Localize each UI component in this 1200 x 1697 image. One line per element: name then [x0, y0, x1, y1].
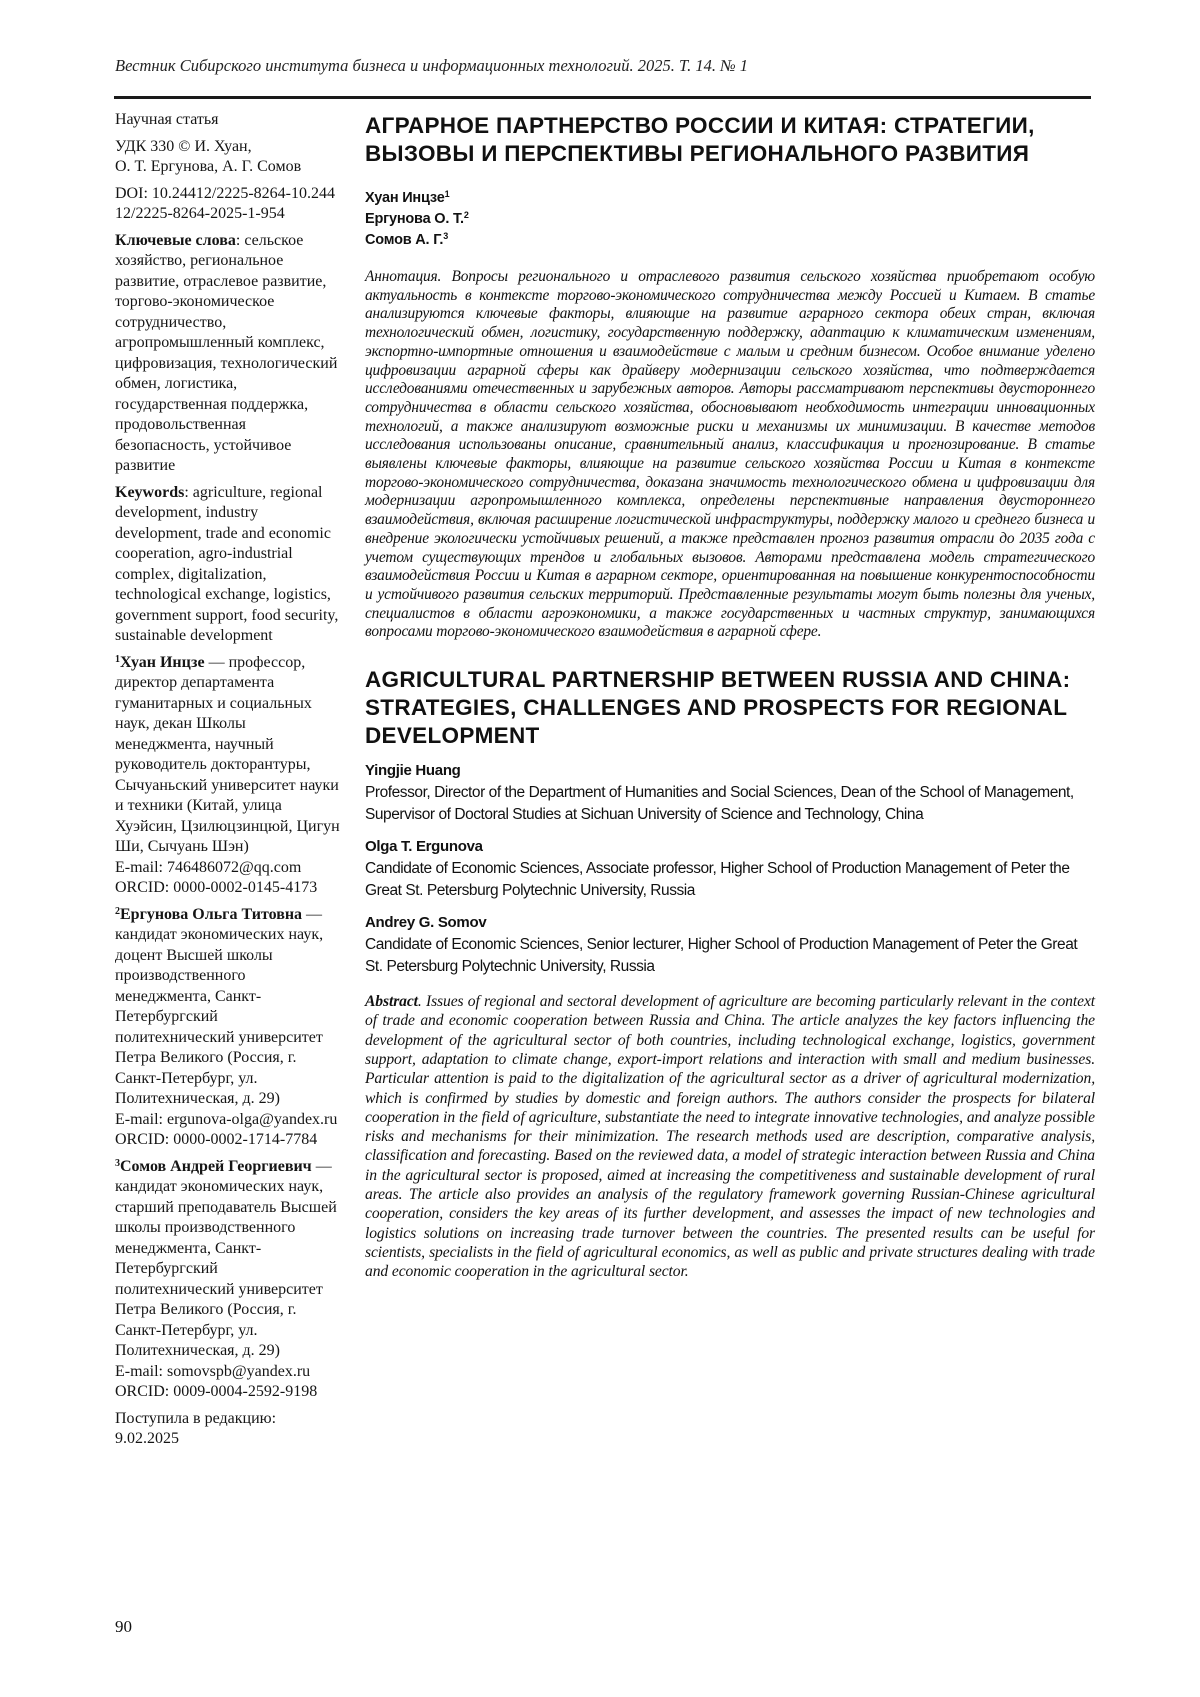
author-note-desc: — кандидат экономических наук, старший преподаватель Высшей школы производственного менеджмента, Санкт-Петербургский политехнический университет Петра Великого (Россия, г. Санкт-Петербург, ул. Политехническая, д. 29): [115, 1157, 337, 1359]
keywords-ru-label: Ключевые слова: [115, 231, 236, 249]
article-type: Научная статья: [115, 111, 219, 128]
author-en-affiliation: Candidate of Economic Sciences, Associate professor, Higher School of Production Management of Peter the Great St. Petersburg Polytechnic University, Russia: [365, 860, 1070, 900]
authors-en: [365, 760, 1095, 978]
author-note-num: 1: [115, 653, 120, 665]
keywords-en-label: Keywords: [115, 483, 185, 501]
author-ru: [365, 209, 1095, 230]
abstract-en-text: . Issues of regional and sectoral development of agriculture are becoming particularly relevant in the context of trade and economic cooperation between Russia and China. The article analyzes the key factors influencing the development of the agricultural sector of both countries, including technological exchange, logistics, government support, adaptation to climate change, export-import relations and interaction with small and medium businesses. Particular attention is paid to the digitalization of the agricultural sector as a driver of agricultural modernization, which is confirmed by studies by domestic and foreign authors. The authors consider the prospects for bilateral cooperation in the field of agriculture, substantiate the need to integrate innovative technologies, and analyze possible risks and mechanisms for their minimization. The research methods used are description, comparative analysis, classification and forecasting. Based on the reviewed data, a model of strategic interaction between Russia and China in the agricultural sector is proposed, aimed at increasing the competitiveness and sustainable development of rural areas. The article also provides an analysis of the regulatory framework governing Russian-Chinese agricultural cooperation, considers the key areas of its further development, and assesses the impact of new technologies and logistics solutions on increasing trade turnover between the countries. The presented results can be useful for scientists, specialists in the field of agricultural economics, as well as public and private structures dealing with trade and economic cooperation in the agricultural sector.: [365, 993, 1095, 1281]
author-note-desc: — профессор, директор департамента гуманитарных и социальных наук, декан Школы менеджмента, научный руководитель докторантуры, Сычуаньский университет науки и техники (Китай, улица Хуэйсин, Цзилюцзинцюй, Цигун Ши, Сычуань Шэн): [115, 653, 340, 855]
author-ru: [365, 230, 1095, 251]
author-note-1: [115, 653, 340, 899]
author-ru-num: 1: [444, 189, 450, 199]
abstract-en: [365, 992, 1095, 1281]
keywords-en: [115, 483, 340, 647]
author-ru-num: 2: [463, 210, 469, 220]
title-en: AGRICULTURAL PARTNERSHIP BETWEEN RUSSIA AND CHINA: STRATEGIES, CHALLENGES AND PROSPECTS FOR REGIONAL DEVELOPMENT: [365, 667, 1071, 749]
author-email[interactable]: E-mail: 746486072@qq.com: [115, 858, 302, 876]
sidebar: [115, 110, 340, 1456]
author-email[interactable]: E-mail: ergunova-olga@yandex.ru: [115, 1110, 338, 1128]
author-ru-name: Сомов А. Г.: [365, 232, 444, 248]
received-label: Поступила в редакцию:: [115, 1409, 277, 1427]
author-ru-name: Ергунова О. Т.: [365, 211, 464, 227]
received-block: [115, 1409, 340, 1450]
author-orcid[interactable]: ORCID: 0009-0004-2592-9198: [115, 1383, 318, 1400]
authors-ru: [365, 188, 1095, 251]
doi-block: [115, 184, 340, 225]
author-note-3: [115, 1157, 340, 1403]
author-en-name: Olga T. Ergunova: [365, 838, 483, 856]
keywords-ru-text: : сельское хозяйство, региональное развитие, отраслевое развитие, торгово-экономическое сотрудничество, агропромышленный комплекс, цифровизация, технологический обмен, логистика, государственная поддержка, продовольственная безопасность, устойчивое развитие: [115, 231, 338, 474]
author-en-affiliation: Professor, Director of the Department of Humanities and Social Sciences, Dean of the School of Management, Supervisor of Doctoral Studies at Sichuan University of Science and Technology, China: [365, 784, 1074, 824]
udc-block: [115, 137, 340, 178]
doi-label: DOI:: [115, 184, 148, 202]
abstract-ru: Аннотация. Вопросы регионального и отраслевого развития сельского хозяйства приобретают особую актуальность в контексте торгово-экономического сотрудничества между Россией и Китаем. В статье анализируются ключевые факторы, влияющие на развитие аграрного сектора обеих стран, включая технологический обмен, логистику, государственную поддержку, адаптацию к климатическим изменениям, экспортно-импортные отношения и взаимодействие с малым и средним бизнесом. Особое внимание уделено цифровизации аграрной сферы как драйверу модернизации сельского хозяйства, что подтверждается исследованиями отечественных и зарубежных авторов. Авторы рассматривают перспективы двустороннего сотрудничества в области сельского хозяйства, обосновывают необходимость интеграции инновационных технологий, а также анализируют возможные риски и механизмы их минимизации. В качестве методов исследования использованы описание, сравнительный анализ, классификация и прогнозирование. В статье выявлены ключевые факторы, влияющие на развитие сельского хозяйства России и Китая в контексте торгово-экономического сотрудничества, доказана значимость технологического обмена и цифровизации для модернизации агропромышленного комплекса, определены перспективные направления двустороннего взаимодействия, включая расширение логистической инфраструктуры, поддержку малого и среднего бизнеса и внедрение экологически устойчивых решений, а также представлен прогноз развития отрасли до 2035 года с учетом существующих трендов и глобальных вызовов. Авторами представлена модель стратегического взаимодействия России и Китая в аграрном секторе, ориентированная на повышение конкурентоспособности и устойчивого развития сельских территорий. Представленные результаты могут быть полезны для ученых, специалистов в области агроэкономики, а также государственных и частных структур, занимающихся вопросами торгово-экономического взаимодействия в аграрной сфере.: [365, 268, 1095, 641]
author-ru: [365, 188, 1095, 209]
author-note-2: [115, 905, 340, 1151]
author-note-name: Ергунова Ольга Титовна: [120, 905, 303, 923]
author-note-desc: — кандидат экономических наук, доцент Высшей школы производственного менеджмента, Санкт-Петербургский политехнический университет Петра Великого (Россия, г. Санкт-Петербург, ул. Политехническая, д. 29): [115, 905, 324, 1107]
author-note-num: 2: [115, 905, 120, 917]
author-email[interactable]: E-mail: somovspb@yandex.ru: [115, 1362, 311, 1380]
keywords-ru: [115, 231, 340, 477]
author-orcid[interactable]: ORCID: 0000-0002-1714-7784: [115, 1131, 318, 1148]
page-number: 90: [115, 1617, 132, 1636]
udc-authors: О. Т. Ергунова, А. Г. Сомов: [115, 158, 302, 175]
author-orcid[interactable]: ORCID: 0000-0002-0145-4173: [115, 879, 318, 896]
author-en-name: Yingjie Huang: [365, 762, 461, 780]
received-date: 9.02.2025: [115, 1430, 179, 1447]
author-en-name: Andrey G. Somov: [365, 914, 487, 932]
udc: УДК 330 © И. Хуан,: [115, 137, 252, 155]
abstract-en-label: Abstract: [365, 993, 418, 1011]
author-note-num: 3: [115, 1157, 120, 1169]
author-ru-name: Хуан Инцзе: [365, 190, 445, 206]
header-rule: [114, 96, 1091, 99]
article-main: [365, 112, 1095, 1297]
author-en-affiliation: Candidate of Economic Sciences, Senior lecturer, Higher School of Production Management of Peter the Great St. Petersburg Polytechnic University, Russia: [365, 936, 1078, 976]
running-head: Вестник Сибирского института бизнеса и информационных технологий. 2025. Т. 14. № 1: [115, 56, 749, 75]
author-note-name: Хуан Инцзе: [120, 653, 205, 671]
author-ru-num: 3: [443, 231, 449, 241]
author-note-name: Сомов Андрей Георгиевич: [120, 1157, 312, 1175]
keywords-en-text: : agriculture, regional development, industry development, trade and economic cooperation, agro-industrial complex, digitalization, technological exchange, logistics, government support, food security, sustainable development: [115, 483, 339, 644]
doi-link[interactable]: 10.24412/2225-8264-10.24412/2225-8264-2025-1-954: [115, 184, 335, 222]
title-ru: АГРАРНОЕ ПАРТНЕРСТВО РОССИИ И КИТАЯ: СТРАТЕГИИ, ВЫЗОВЫ И ПЕРСПЕКТИВЫ РЕГИОНАЛЬНОГО РАЗВИТИЯ: [365, 113, 1035, 166]
